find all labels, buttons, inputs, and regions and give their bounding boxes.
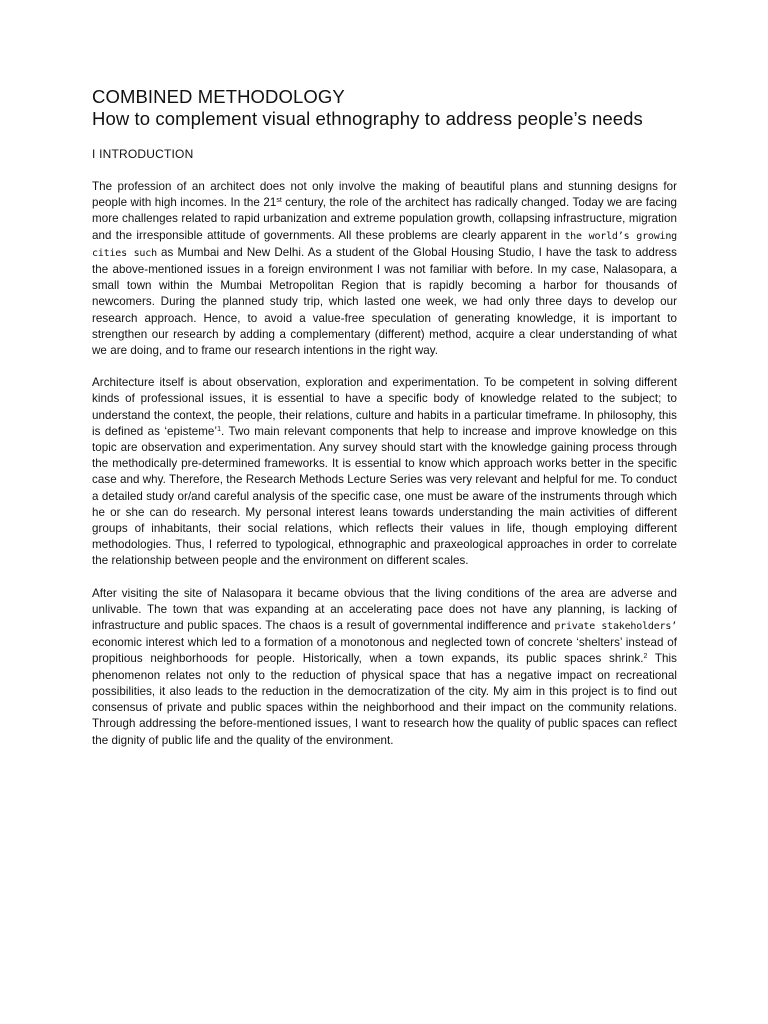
- paragraph-text: The profession of an architect does not only involve the making of beautiful plans and stunning designs for people with high incomes. In the 21: [92, 180, 677, 210]
- footnote-superscript: st: [276, 197, 282, 205]
- footnote-superscript: 1: [217, 425, 222, 433]
- document-subtitle: How to complement visual ethnography to address people’s needs: [92, 108, 643, 129]
- footnote-superscript: 2: [643, 653, 648, 661]
- paragraph-text: . Two main relevant components that help to increase and improve knowledge on this topic are observation and experimentation. Any survey should start with the knowledge gaining process through the methodically pre-determined frameworks. It is essential to know which approach works better in the specific case and why. Therefore, the Research Methods Lecture Series was very relevant and helpful for me. To conduct a detailed study or/and careful analysis of the specific case, one must be aware of the instruments through which he or she can do research. My personal interest leans towards understanding the main activities of different groups of inhabitants, their social relations, which reflects their values in life, though employing different methodologies. Thus, I referred to typological, ethnographic and praxeological approaches in order to correlate the relationship between people and the environment on different scales.: [92, 424, 677, 568]
- document-page: [92, 86, 677, 765]
- paragraph-text-alt-font: private stakeholders’: [554, 621, 677, 633]
- paragraph-text: as Mumbai and New Delhi. As a student of the Global Housing Studio, I have the task to address the above-mentioned issues in a foreign environment I was not familiar with before. In my case, Nalasopara, a small town within the Mumbai Metropolitan Region that is rapidly becoming a harbor for thousands of newcomers. During the planned study trip, which lasted one week, we had only three days to develop our research approach. Hence, to avoid a value-free speculation of generating knowledge, it is important to strengthen our research by adding a complementary (different) method, acquire a clear understanding of what we are doing, and to frame our research intentions in the right way.: [92, 245, 677, 358]
- paragraph-3: [92, 586, 677, 749]
- document-title: COMBINED METHODOLOGY: [92, 86, 345, 107]
- section-heading: I INTRODUCTION: [92, 147, 194, 161]
- paragraph-2: [92, 375, 677, 569]
- paragraph-text: After visiting the site of Nalasopara it became obvious that the living conditions of the area are adverse and unlivable. The town that was expanding at an accelerating pace does not have any planning, is lacking of infrastructure and public spaces. The chaos is a result of governmental indifference and: [92, 586, 677, 633]
- paragraph-text: This phenomenon relates not only to the reduction of physical space that has a negative impact on recreational possibilities, it also leads to the reduction in the democratization of the city. My aim in this project is to find out consensus of private and public spaces within the neighborhood and their impact on the community relations. Through addressing the before-mentioned issues, I want to research how the quality of public spaces can reflect the dignity of public life and the quality of the environment.: [92, 652, 677, 747]
- paragraph-text: economic interest which led to a formation of a monotonous and neglected town of concrete ‘shelters’ instead of propitious neighborhoods for people. Historically, when a town expands, its public spaces shrink.: [92, 636, 677, 666]
- paragraph-text: century, the role of the architect has radically changed. Today we are facing more challenges related to rapid urbanization and extreme population growth, collapsing infrastructure, migration and the irresponsible attitude of governments. All these problems are clearly apparent in: [92, 196, 677, 242]
- paragraph-text: Architecture itself is about observation, exploration and experimentation. To be competent in solving different kinds of professional issues, it is essential to have a specific body of knowledge related to the subject; to understand the context, the people, their relations, culture and habits in a particular timeframe. In philosophy, this is defined as ‘episteme’: [92, 376, 677, 438]
- paragraph-1: [92, 179, 677, 359]
- paragraph-text-alt-font: the world’s growing cities such: [92, 230, 677, 259]
